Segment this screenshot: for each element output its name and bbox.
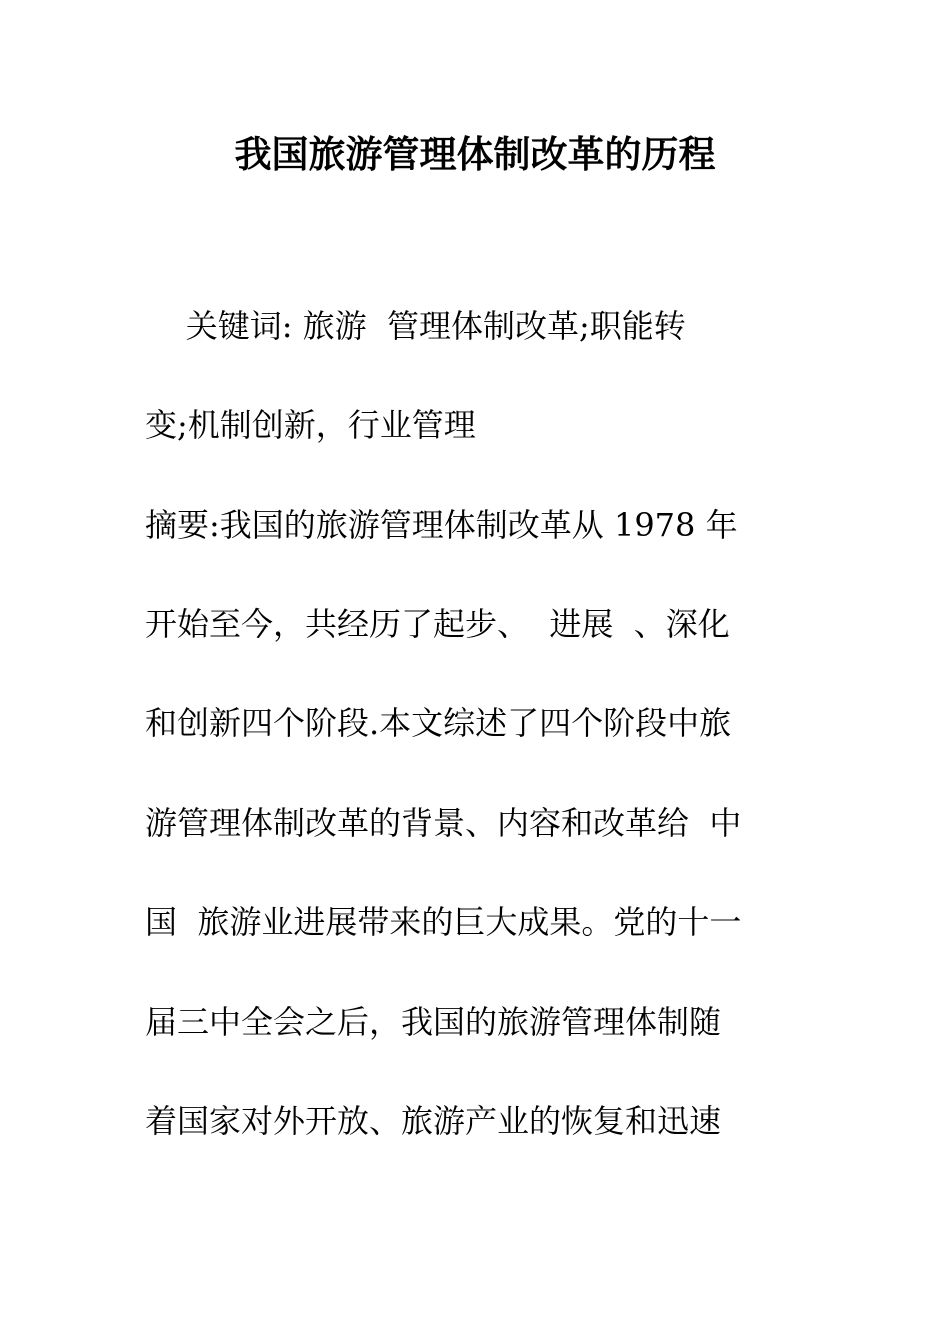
- document-title: 我国旅游管理体制改革的历程: [234, 133, 716, 176]
- abstract-line: 摘要:我国的旅游管理体制改革从 1978 年: [145, 506, 738, 544]
- body-text-line: 届三中全会之后，我国的旅游管理体制随: [145, 1003, 722, 1041]
- body-text-line: 开始至今，共经历了起步、 进展 、深化: [145, 605, 730, 643]
- body-text-line: 和创新四个阶段.本文综述了四个阶段中旅: [145, 704, 732, 742]
- keywords-line: 关键词: 旅游 管理体制改革;职能转: [145, 307, 686, 345]
- body-text-line: 游管理体制改革的背景、内容和改革给 中: [145, 804, 742, 842]
- keywords-line-continued: 变;机制创新，行业管理: [145, 406, 476, 444]
- body-text-line: 着国家对外开放、旅游产业的恢复和迅速: [145, 1102, 722, 1140]
- body-text-line: 国 旅游业进展带来的巨大成果。党的十一: [145, 903, 742, 941]
